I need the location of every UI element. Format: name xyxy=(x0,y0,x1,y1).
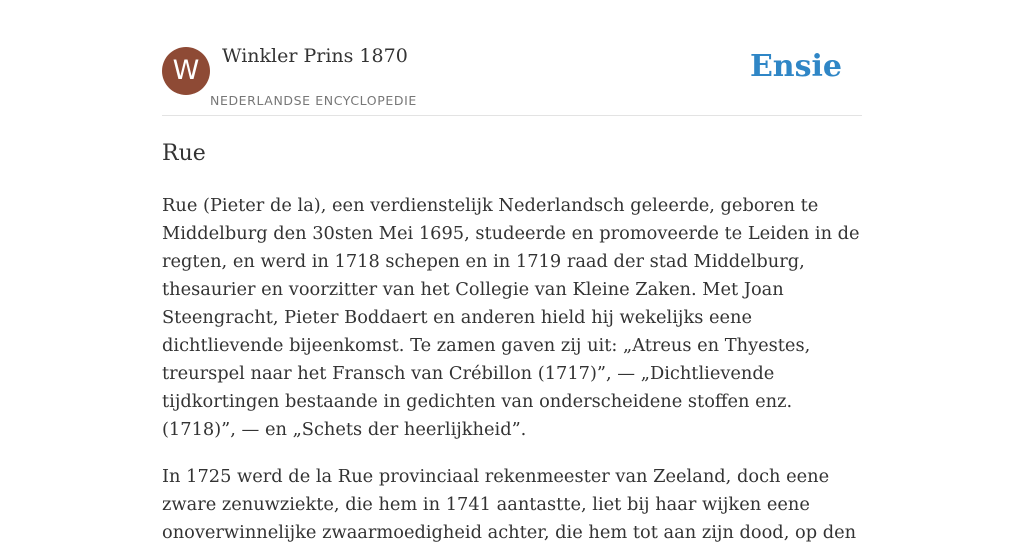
article-title: Rue xyxy=(162,141,206,166)
article-paragraph: In 1725 werd de la Rue provinciaal rekenmeester van Zeeland, doch eene zware zenuwziekte, die hem in 1741 aantastte, liet bij haar wijken eene onoverwinnelijke zwaarmoedigheid achter, die hem tot aan zijn dood, op den xyxy=(162,466,857,543)
brand-logo-link[interactable]: Ensie xyxy=(749,49,842,84)
header xyxy=(162,0,862,116)
source-title[interactable]: Winkler Prins 1870 xyxy=(222,45,408,67)
article xyxy=(162,136,862,547)
article-paragraph: Rue (Pieter de la), een verdienstelijk Nederlandsch geleerde, geboren te Middelburg den 30sten Mei 1695, studeerde en promoveerde te Leiden in de regten, en werd in 1718 schepen en in 1719 raad der stad Middelburg, thesaurier en voorzitter van het Collegie van Kleine Zaken. Met Joan Steengracht, Pieter Boddaert en anderen hield hij wekelijks eene dichtlievende bijeenkomst. Te zamen gaven zij uit: „Atreus en Thyestes, treurspel naar het Fransch van Crébillon (1717)”, — „Dichtlievende tijdkortingen bestaande in gedichten van onderscheidene stoffen enz. (1718)”, — en „Schets der heerlijkheid”. xyxy=(162,195,860,440)
source-subtitle: NEDERLANDSE ENCYCLOPEDIE xyxy=(210,93,417,108)
avatar[interactable]: W xyxy=(162,47,210,95)
